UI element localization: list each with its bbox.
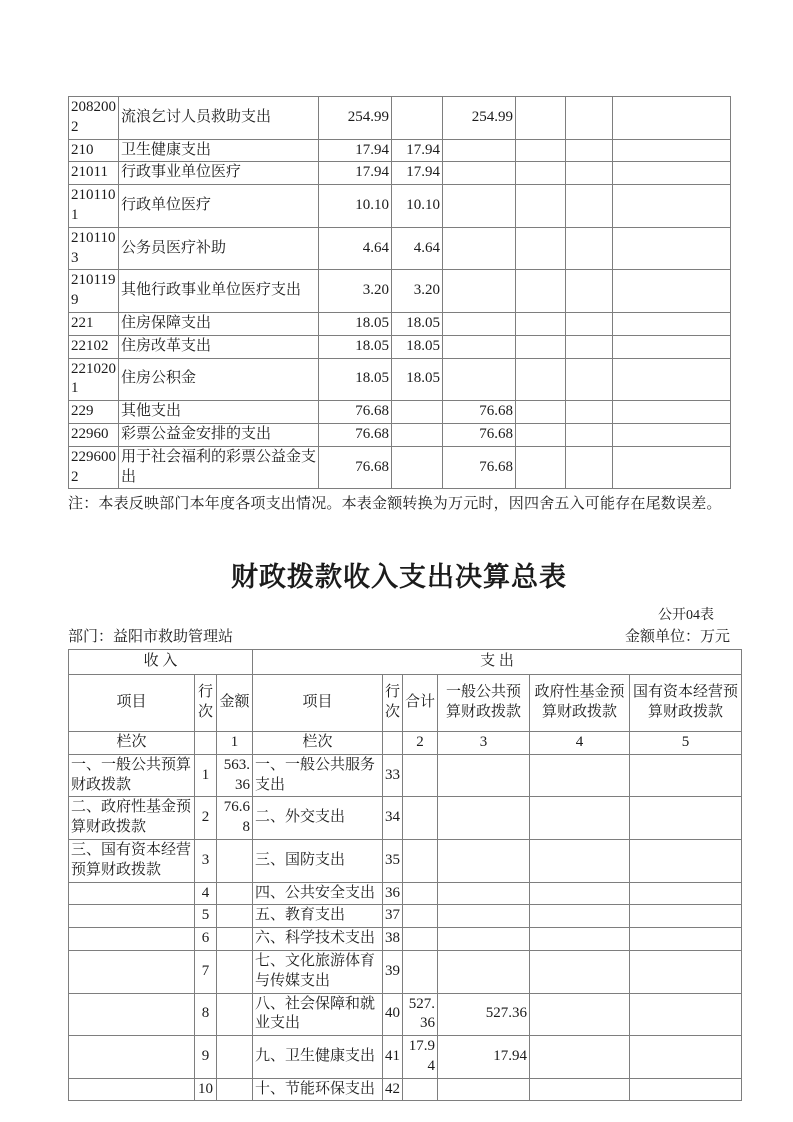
cell-gov_fund: [530, 797, 630, 840]
doc-number: 公开04表: [658, 608, 714, 624]
cell-income_amount: 563.36: [217, 754, 253, 797]
cell-total: 76.68: [319, 401, 392, 424]
cell-income_row: 6: [195, 928, 217, 951]
cell-project: [443, 162, 516, 185]
cell-total: [403, 839, 438, 882]
cell-project: [443, 185, 516, 228]
cell-general: [438, 754, 530, 797]
expenditure-table-continued: [68, 96, 731, 489]
fiscal-summary-table-head: [69, 650, 742, 754]
cell-total: [403, 905, 438, 928]
cell-exp_row: 39: [383, 950, 403, 993]
table-row: [69, 754, 742, 797]
cell-name: 住房公积金: [119, 358, 319, 401]
table-row: [69, 993, 742, 1036]
table-row: [69, 882, 742, 905]
cell-income_item: [69, 882, 195, 905]
col-header-income-amount: 金额: [217, 675, 253, 732]
fiscal-summary-table-body: [69, 754, 742, 1101]
cell-general: [438, 797, 530, 840]
cell-total: 527.36: [403, 993, 438, 1036]
cell-basic: 17.94: [392, 162, 443, 185]
cell-project: [443, 335, 516, 358]
cell-c7: [566, 97, 613, 140]
table-row: [69, 312, 731, 335]
cell-total: 254.99: [319, 97, 392, 140]
table-row: [69, 1078, 742, 1101]
cell-general: [438, 882, 530, 905]
cell-basic: 4.64: [392, 227, 443, 270]
cell-c7: [566, 446, 613, 489]
col-index-cell: 4: [530, 731, 630, 754]
cell-c6: [516, 401, 566, 424]
cell-gov_fund: [530, 1078, 630, 1101]
cell-name: 其他行政事业单位医疗支出: [119, 270, 319, 313]
cell-basic: 3.20: [392, 270, 443, 313]
cell-total: 18.05: [319, 335, 392, 358]
cell-code: 2101199: [69, 270, 119, 313]
cell-income_item: [69, 928, 195, 951]
cell-c6: [516, 423, 566, 446]
table-row: [69, 797, 742, 840]
cell-code: 2101101: [69, 185, 119, 228]
cell-total: 3.20: [319, 270, 392, 313]
cell-state_capital: [630, 993, 742, 1036]
cell-gov_fund: [530, 928, 630, 951]
table-row: [69, 139, 731, 162]
cell-project: [443, 270, 516, 313]
cell-income_row: 7: [195, 950, 217, 993]
cell-code: 2082002: [69, 97, 119, 140]
cell-basic: [392, 423, 443, 446]
cell-exp_item: 八、社会保障和就业支出: [253, 993, 383, 1036]
cell-project: 76.68: [443, 446, 516, 489]
col-header-general-budget: 一般公共预算财政拨款: [438, 675, 530, 732]
cell-name: 行政事业单位医疗: [119, 162, 319, 185]
cell-income_amount: [217, 882, 253, 905]
cell-c7: [566, 312, 613, 335]
col-index-cell: 3: [438, 731, 530, 754]
cell-general: [438, 1078, 530, 1101]
cell-code: 221: [69, 312, 119, 335]
cell-income_row: 1: [195, 754, 217, 797]
cell-total: 17.94: [319, 162, 392, 185]
cell-income_amount: [217, 928, 253, 951]
cell-income_row: 9: [195, 1036, 217, 1079]
cell-code: 2296002: [69, 446, 119, 489]
cell-income_item: [69, 950, 195, 993]
cell-name: 公务员医疗补助: [119, 227, 319, 270]
cell-c7: [566, 270, 613, 313]
cell-c6: [516, 185, 566, 228]
cell-name: 住房保障支出: [119, 312, 319, 335]
cell-income_amount: [217, 993, 253, 1036]
cell-income_row: 8: [195, 993, 217, 1036]
table-row: [69, 1036, 742, 1079]
cell-c6: [516, 227, 566, 270]
summary-title: 财政拨款收入支出决算总表: [231, 562, 567, 593]
cell-c7: [566, 185, 613, 228]
cell-total: 17.94: [319, 139, 392, 162]
col-header-total: 合计: [403, 675, 438, 732]
cell-name: 用于社会福利的彩票公益金支出: [119, 446, 319, 489]
cell-exp_row: 34: [383, 797, 403, 840]
cell-code: 210: [69, 139, 119, 162]
expenditure-table-body: [69, 97, 731, 489]
col-header-state-capital: 国有资本经营预算财政拨款: [630, 675, 742, 732]
cell-income_row: 4: [195, 882, 217, 905]
cell-c7: [566, 423, 613, 446]
cell-c8: [613, 335, 731, 358]
cell-total: 18.05: [319, 358, 392, 401]
cell-income_item: [69, 905, 195, 928]
table-row: [69, 358, 731, 401]
cell-state_capital: [630, 839, 742, 882]
col-index-cell: [195, 731, 217, 754]
cell-exp_row: 37: [383, 905, 403, 928]
cell-income_item: [69, 993, 195, 1036]
cell-total: 10.10: [319, 185, 392, 228]
col-index-cell: 栏次: [69, 731, 195, 754]
cell-c8: [613, 423, 731, 446]
cell-c8: [613, 97, 731, 140]
cell-total: [403, 797, 438, 840]
cell-state_capital: [630, 928, 742, 951]
cell-exp_item: 十、节能环保支出: [253, 1078, 383, 1101]
cell-exp_row: 42: [383, 1078, 403, 1101]
cell-c8: [613, 185, 731, 228]
cell-general: 527.36: [438, 993, 530, 1036]
cell-c6: [516, 446, 566, 489]
expenditure-group-header: 支 出: [253, 650, 742, 675]
cell-basic: [392, 401, 443, 424]
table-row: [69, 839, 742, 882]
cell-exp_row: 36: [383, 882, 403, 905]
col-index-cell: [383, 731, 403, 754]
cell-gov_fund: [530, 882, 630, 905]
cell-c8: [613, 270, 731, 313]
cell-state_capital: [630, 797, 742, 840]
cell-total: [403, 754, 438, 797]
cell-total: [403, 950, 438, 993]
cell-project: 76.68: [443, 401, 516, 424]
column-header-row: [69, 675, 742, 732]
cell-code: 22102: [69, 335, 119, 358]
cell-project: 76.68: [443, 423, 516, 446]
table-row: [69, 446, 731, 489]
cell-basic: [392, 97, 443, 140]
cell-total: 76.68: [319, 423, 392, 446]
cell-c8: [613, 227, 731, 270]
cell-state_capital: [630, 950, 742, 993]
cell-income_item: [69, 1078, 195, 1101]
cell-income_amount: [217, 950, 253, 993]
cell-exp_item: 六、科学技术支出: [253, 928, 383, 951]
table-note: 注：本表反映部门本年度各项支出情况。本表金额转换为万元时，因四舍五入可能存在尾数误差。: [68, 496, 722, 513]
cell-c8: [613, 401, 731, 424]
cell-c6: [516, 97, 566, 140]
cell-c7: [566, 139, 613, 162]
cell-exp_item: 二、外交支出: [253, 797, 383, 840]
cell-state_capital: [630, 1036, 742, 1079]
cell-total: [403, 882, 438, 905]
cell-gov_fund: [530, 839, 630, 882]
cell-income_amount: [217, 839, 253, 882]
table-row: [69, 928, 742, 951]
cell-general: [438, 950, 530, 993]
cell-gov_fund: [530, 754, 630, 797]
table-row: [69, 401, 731, 424]
fiscal-summary-table: [68, 649, 742, 1101]
col-index-cell: 栏次: [253, 731, 383, 754]
table-row: [69, 162, 731, 185]
cell-exp_row: 41: [383, 1036, 403, 1079]
cell-income_row: 10: [195, 1078, 217, 1101]
cell-exp_row: 35: [383, 839, 403, 882]
cell-state_capital: [630, 905, 742, 928]
cell-code: 21011: [69, 162, 119, 185]
cell-exp_item: 五、教育支出: [253, 905, 383, 928]
cell-exp_row: 40: [383, 993, 403, 1036]
cell-basic: [392, 446, 443, 489]
cell-basic: 18.05: [392, 335, 443, 358]
cell-c8: [613, 312, 731, 335]
col-header-income-rowno: 行次: [195, 675, 217, 732]
cell-exp_item: 九、卫生健康支出: [253, 1036, 383, 1079]
cell-code: 2210201: [69, 358, 119, 401]
cell-c8: [613, 162, 731, 185]
cell-name: 住房改革支出: [119, 335, 319, 358]
col-header-gov-fund: 政府性基金预算财政拨款: [530, 675, 630, 732]
cell-basic: 10.10: [392, 185, 443, 228]
cell-exp_item: 三、国防支出: [253, 839, 383, 882]
cell-total: 76.68: [319, 446, 392, 489]
cell-name: 行政单位医疗: [119, 185, 319, 228]
table-row: [69, 950, 742, 993]
cell-exp_row: 33: [383, 754, 403, 797]
cell-total: 4.64: [319, 227, 392, 270]
cell-gov_fund: [530, 950, 630, 993]
table-row: [69, 270, 731, 313]
cell-exp_item: 一、一般公共服务支出: [253, 754, 383, 797]
income-group-header: 收 入: [69, 650, 253, 675]
col-index-cell: 5: [630, 731, 742, 754]
cell-gov_fund: [530, 1036, 630, 1079]
cell-c8: [613, 139, 731, 162]
cell-project: [443, 139, 516, 162]
cell-general: 17.94: [438, 1036, 530, 1079]
department-label: 部门：益阳市救助管理站: [68, 629, 234, 646]
cell-c7: [566, 162, 613, 185]
cell-basic: 18.05: [392, 358, 443, 401]
cell-total: [403, 928, 438, 951]
cell-income_amount: [217, 905, 253, 928]
cell-name: 流浪乞讨人员救助支出: [119, 97, 319, 140]
cell-state_capital: [630, 754, 742, 797]
cell-c8: [613, 446, 731, 489]
cell-project: [443, 358, 516, 401]
table-row: [69, 97, 731, 140]
cell-c6: [516, 335, 566, 358]
cell-total: 17.94: [403, 1036, 438, 1079]
cell-basic: 17.94: [392, 139, 443, 162]
cell-name: 其他支出: [119, 401, 319, 424]
cell-general: [438, 905, 530, 928]
cell-income_item: [69, 1036, 195, 1079]
cell-c6: [516, 270, 566, 313]
cell-income_amount: 76.68: [217, 797, 253, 840]
table-row: [69, 905, 742, 928]
column-index-row: [69, 731, 742, 754]
cell-income_row: 3: [195, 839, 217, 882]
table-meta-row: [68, 625, 730, 646]
cell-c7: [566, 227, 613, 270]
cell-project: [443, 227, 516, 270]
cell-gov_fund: [530, 993, 630, 1036]
cell-basic: 18.05: [392, 312, 443, 335]
cell-state_capital: [630, 1078, 742, 1101]
col-index-cell: 1: [217, 731, 253, 754]
col-header-exp-rowno: 行次: [383, 675, 403, 732]
table-row: [69, 335, 731, 358]
cell-gov_fund: [530, 905, 630, 928]
cell-c7: [566, 335, 613, 358]
cell-c6: [516, 162, 566, 185]
cell-code: 22960: [69, 423, 119, 446]
cell-name: 卫生健康支出: [119, 139, 319, 162]
cell-exp_item: 七、文化旅游体育与传媒支出: [253, 950, 383, 993]
table-row: [69, 423, 731, 446]
unit-label: 金额单位：万元: [624, 629, 730, 646]
cell-c6: [516, 139, 566, 162]
cell-general: [438, 839, 530, 882]
col-header-exp-item: 项目: [253, 675, 383, 732]
cell-c7: [566, 401, 613, 424]
cell-exp_row: 38: [383, 928, 403, 951]
col-index-cell: 2: [403, 731, 438, 754]
col-header-income-item: 项目: [69, 675, 195, 732]
cell-code: 2101103: [69, 227, 119, 270]
cell-income_amount: [217, 1078, 253, 1101]
cell-income_amount: [217, 1036, 253, 1079]
cell-c6: [516, 358, 566, 401]
cell-code: 229: [69, 401, 119, 424]
cell-income_item: 二、政府性基金预算财政拨款: [69, 797, 195, 840]
cell-income_row: 2: [195, 797, 217, 840]
cell-c6: [516, 312, 566, 335]
cell-income_item: 三、国有资本经营预算财政拨款: [69, 839, 195, 882]
table-row: [69, 185, 731, 228]
cell-c7: [566, 358, 613, 401]
cell-total: [403, 1078, 438, 1101]
cell-project: [443, 312, 516, 335]
cell-project: 254.99: [443, 97, 516, 140]
group-header-row: [69, 650, 742, 675]
cell-name: 彩票公益金安排的支出: [119, 423, 319, 446]
table-row: [69, 227, 731, 270]
cell-general: [438, 928, 530, 951]
cell-total: 18.05: [319, 312, 392, 335]
cell-c8: [613, 358, 731, 401]
cell-state_capital: [630, 882, 742, 905]
cell-income_row: 5: [195, 905, 217, 928]
cell-exp_item: 四、公共安全支出: [253, 882, 383, 905]
cell-income_item: 一、一般公共预算财政拨款: [69, 754, 195, 797]
